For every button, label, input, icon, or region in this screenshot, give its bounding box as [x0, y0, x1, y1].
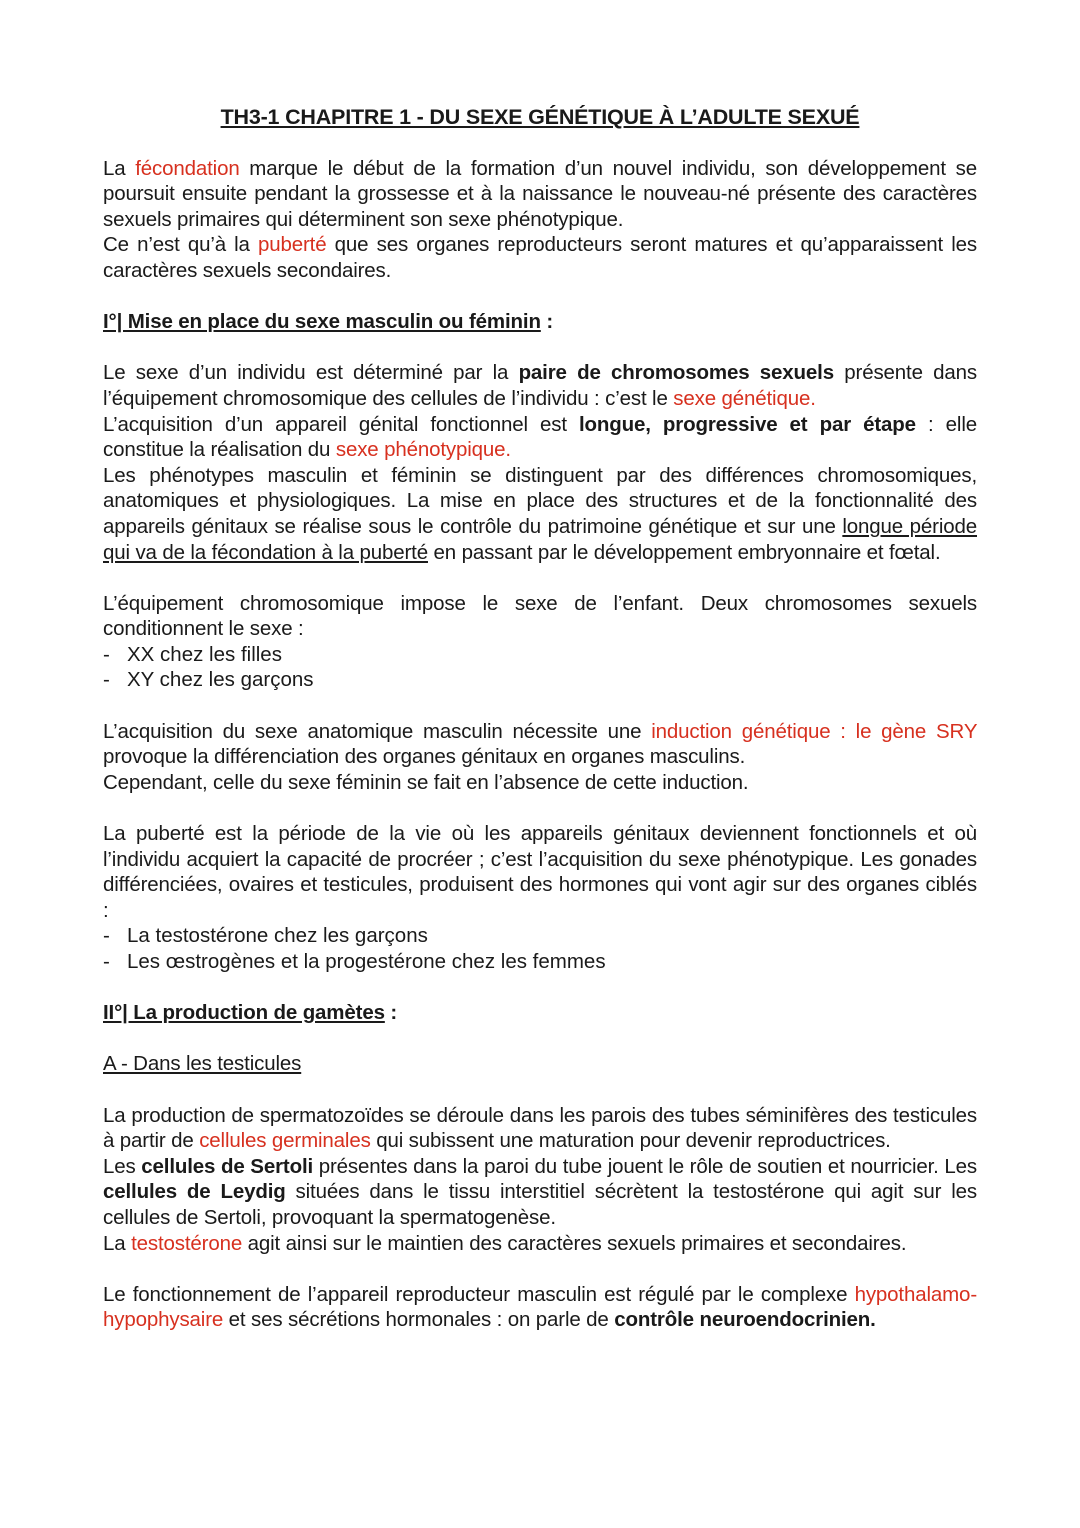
section-2-subheading: [103, 1051, 977, 1077]
text: La: [103, 156, 136, 180]
list-item-text: Les œstrogènes et la progestérone chez les femmes: [127, 950, 606, 973]
bold-term: longue, progressive et par étape: [578, 412, 916, 436]
section-1-paragraph-5: [103, 719, 977, 770]
text: Le sexe d’un individu est déterminé par la: [103, 361, 519, 385]
list-item-text: XX chez les filles: [127, 642, 282, 666]
list-item: [103, 667, 977, 693]
dash-bullet-icon: -: [103, 668, 110, 692]
text: qui subissent une maturation pour devenir reproductrices.: [370, 1129, 891, 1153]
section-1-paragraph-2: [103, 412, 977, 463]
dash-bullet-icon: -: [103, 924, 110, 948]
bold-term: paire de chromosomes sexuels: [518, 361, 834, 385]
section-1-paragraph-6: Cependant, celle du sexe féminin se fait en l’absence de cette induction.: [103, 770, 749, 794]
text: L’acquisition d’un appareil génital fonctionnel est: [103, 412, 579, 436]
text: en passant par le développement embryonnaire et fœtal.: [427, 540, 941, 564]
dash-bullet-icon: -: [103, 950, 110, 973]
text: situées dans le tissu interstitiel sécrètent la testostérone qui agit sur les cellules de Sertoli, provoquant la spermatogenèse.: [103, 1180, 977, 1229]
bold-term: contrôle neuroendocrinien.: [614, 1308, 876, 1332]
section-1-paragraph-3: [103, 463, 977, 565]
dash-bullet-icon: -: [103, 642, 110, 666]
intro-paragraph-2: [103, 232, 977, 283]
text: agit ainsi sur le maintien des caractères sexuels primaires et secondaires.: [242, 1231, 907, 1255]
text: La production de spermatozoïdes se déroule dans les parois des tubes séminifères des testicules à partir de: [103, 1103, 977, 1153]
document-title: TH3-1 CHAPITRE 1 - DU SEXE GÉNÉTIQUE À L’ADULTE SEXUÉ: [220, 105, 860, 129]
list-item-text: XY chez les garçons: [127, 668, 314, 692]
text: et ses sécrétions hormonales : on parle de: [223, 1308, 615, 1332]
section-2-paragraph-2: [103, 1154, 977, 1231]
text: que ses organes reproducteurs seront matures et qu’apparaissent les caractères sexuels secondaires.: [103, 233, 977, 282]
text: présentes dans la paroi du tube jouent le rôle de soutien et nourricier. Les: [313, 1154, 977, 1178]
section-1-paragraph-4: L’équipement chromosomique impose le sexe de l’enfant. Deux chromosomes sexuels conditionnent le sexe :: [103, 591, 977, 641]
list-item: [103, 642, 977, 668]
section-2-paragraph-3: [103, 1231, 977, 1257]
section-2-paragraph-4: [103, 1282, 977, 1333]
document-page: [103, 105, 977, 1333]
heading-suffix: :: [384, 1001, 398, 1025]
section-2-paragraph-1: [103, 1103, 977, 1154]
list-item: [103, 923, 977, 949]
keyword-puberte: puberté: [258, 233, 327, 257]
list-item-text: La testostérone chez les garçons: [127, 924, 428, 948]
keyword-hypothalamo-hypophysaire: hypothalamo-hypophysaire: [103, 1282, 977, 1332]
keyword-sexe-genetique: sexe génétique.: [673, 386, 816, 410]
section-1-heading: [103, 309, 977, 335]
section-1-paragraph-1: [103, 360, 977, 411]
keyword-cellules-germinales: cellules germinales: [199, 1129, 371, 1153]
chromosome-list: [103, 642, 977, 693]
text: : elle constitue la réalisation du: [103, 412, 977, 462]
text: Les phénotypes masculin et féminin se distinguent par des différences chromosomiques, anatomiques et physiologiques. La mise en place des structures et de la fonctionnalité des appareils génitaux se réalise sous le contrôle du patrimoine génétique et sur une: [103, 463, 977, 538]
text: présente dans l’équipement chromosomique des cellules de l’individu : c’est le: [103, 361, 977, 410]
text: Les: [103, 1154, 142, 1178]
hormone-list: [103, 923, 977, 974]
text: marque le début de la formation d’un nouvel individu, son développement se poursuit ensuite pendant la grossesse et à la naissance le nouveau-né présente des caractères sexuels primaires qui déterminent son sexe phénotypique.: [103, 156, 977, 231]
text: Le fonctionnement de l’appareil reproducteur masculin est régulé par le complexe: [103, 1282, 855, 1306]
subheading-text: A - Dans les testicules: [103, 1052, 302, 1076]
underlined-phrase: longue période qui va de la fécondation à la puberté: [103, 514, 977, 564]
bold-term: cellules de Leydig: [103, 1180, 286, 1204]
heading-text: I°| Mise en place du sexe masculin ou féminin: [103, 310, 541, 334]
section-2-heading: [103, 1000, 977, 1026]
section-1-paragraph-7: La puberté est la période de la vie où les appareils génitaux deviennent fonctionnels et où l’individu acquiert la capacité de procréer ; c’est l’acquisition du sexe phénotypique. Les gonades différenciées, ovaires et testicules, produisent des hormones qui vont agir sur des organes ciblés :: [103, 822, 977, 922]
bold-term: cellules de Sertoli: [141, 1154, 314, 1178]
keyword-sexe-phenotypique: sexe phénotypique.: [335, 438, 511, 462]
intro-paragraph-1: [103, 156, 977, 233]
text: provoque la différenciation des organes génitaux en organes masculins.: [103, 745, 746, 769]
keyword-induction-genetique: induction génétique : le gène SRY: [651, 719, 977, 743]
heading-suffix: :: [540, 310, 554, 334]
text: Ce n’est qu’à la: [103, 233, 258, 257]
text: L’acquisition du sexe anatomique masculin nécessite une: [103, 719, 652, 743]
heading-text: II°| La production de gamètes: [103, 1001, 385, 1025]
text: La: [103, 1231, 132, 1255]
list-item: [103, 949, 977, 975]
keyword-fecondation: fécondation: [135, 156, 240, 180]
keyword-testosterone: testostérone: [131, 1231, 243, 1255]
